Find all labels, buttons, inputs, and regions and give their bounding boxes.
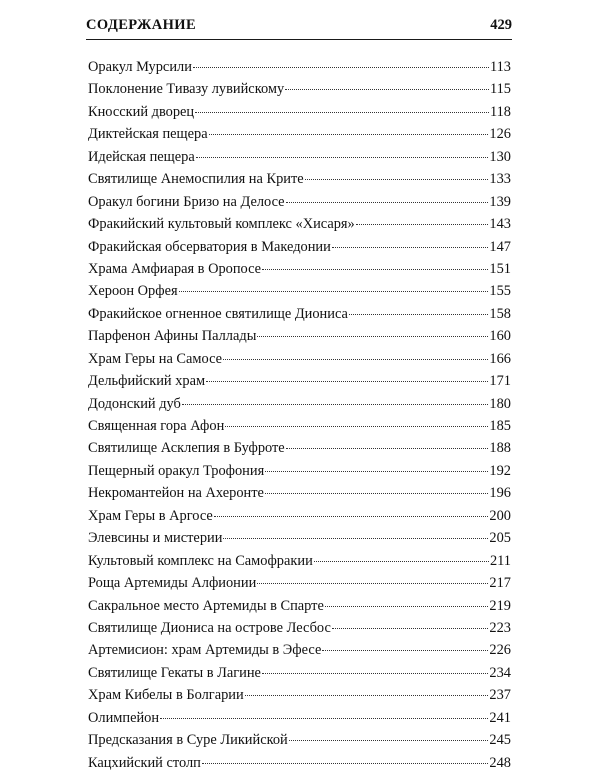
toc-entry (88, 303, 511, 325)
toc-entry-page: 226 (489, 642, 511, 659)
dot-leader (286, 201, 489, 203)
toc-entry-title: Артемисион: храм Артемиды в Эфесе (88, 642, 322, 659)
toc-entry-page: 143 (489, 216, 511, 233)
toc-entry-title: Элевсины и мистерии (88, 530, 223, 547)
toc-entry-page: 151 (489, 260, 511, 277)
dot-leader (223, 358, 488, 360)
toc-entry (88, 191, 511, 213)
toc-entry-page: 166 (489, 350, 511, 367)
toc-entry-page: 192 (489, 462, 511, 479)
toc-entry (88, 146, 511, 168)
dot-leader (206, 380, 488, 382)
dot-leader (285, 88, 489, 90)
dot-leader (356, 223, 489, 225)
header-page-number: 429 (490, 17, 512, 33)
dot-leader (182, 403, 489, 405)
toc-entry-page: 219 (489, 597, 511, 614)
header-title: СОДЕРЖАНИЕ (86, 17, 197, 33)
toc-entry-title: Святилище Диониса на острове Лесбос (88, 619, 331, 636)
toc-entry-page: 126 (489, 126, 511, 143)
toc-entry-title: Идейская пещера (88, 148, 195, 165)
toc-entry-page: 237 (489, 687, 511, 704)
toc-entry (88, 617, 511, 639)
toc-entry (88, 639, 511, 661)
toc-entry-page: 147 (489, 238, 511, 255)
dot-leader (332, 246, 489, 248)
toc-entry-title: Священная гора Афон (88, 418, 225, 434)
toc-entry-title: Святилище Анемоспилия на Крите (88, 171, 304, 188)
toc-entry-page: 185 (489, 418, 511, 434)
dot-leader (262, 268, 488, 270)
toc-entry-title: Оракул богини Бризо на Делосе (88, 193, 285, 210)
dot-leader (223, 537, 488, 539)
dot-leader (225, 425, 488, 427)
toc-entry (88, 460, 511, 482)
toc-entry (88, 78, 511, 100)
dot-leader (262, 672, 488, 674)
toc-entry-page: 160 (489, 328, 511, 345)
toc-entry-page: 188 (489, 440, 511, 457)
toc-entry-page: 241 (489, 709, 511, 726)
toc-entry-page: 196 (489, 485, 511, 502)
dot-leader (179, 290, 489, 292)
toc-entry-title: Культовый комплекс на Самофракии (88, 552, 313, 569)
toc-entry (88, 707, 511, 729)
toc-entry-page: 217 (489, 575, 511, 592)
toc-entry (88, 595, 511, 617)
dot-leader (289, 739, 489, 741)
toc-entry-page: 234 (489, 664, 511, 681)
toc-entry-title: Храм Геры на Самосе (88, 350, 223, 367)
toc-entry (88, 527, 511, 549)
toc-entry (88, 213, 511, 235)
toc-entry (88, 56, 511, 78)
dot-leader (332, 627, 489, 629)
toc-entry (88, 370, 511, 392)
toc-entry-title: Олимпейон (88, 709, 160, 726)
toc-entry (88, 123, 511, 145)
toc-entry (88, 505, 511, 527)
toc-entry-page: 118 (489, 103, 511, 120)
table-of-contents (88, 56, 511, 774)
toc-entry (88, 348, 511, 370)
toc-entry-page: 248 (489, 754, 511, 771)
toc-entry-title: Некромантейон на Ахеронте (88, 485, 264, 502)
toc-entry-page: 171 (489, 373, 511, 390)
toc-entry-page: 245 (489, 732, 511, 749)
dot-leader (314, 560, 489, 562)
toc-entry (88, 572, 511, 594)
dot-leader (257, 582, 488, 584)
toc-entry-page: 130 (489, 148, 511, 165)
toc-entry-title: Диктейская пещера (88, 126, 208, 143)
toc-entry (88, 415, 511, 437)
toc-entry (88, 393, 511, 415)
dot-leader (202, 762, 489, 764)
toc-entry-title: Сакральное место Артемиды в Спарте (88, 597, 324, 614)
toc-entry-title: Хероон Орфея (88, 283, 178, 300)
toc-entry (88, 280, 511, 302)
dot-leader (245, 694, 489, 696)
toc-entry (88, 482, 511, 504)
toc-entry-page: 158 (489, 305, 511, 322)
dot-leader (193, 66, 489, 68)
toc-entry-page: 115 (489, 81, 511, 98)
toc-entry-page: 155 (489, 283, 511, 300)
toc-entry-title: Святилище Гекаты в Лагине (88, 664, 261, 681)
toc-entry-page: 205 (489, 530, 511, 547)
toc-entry-title: Парфенон Афины Паллады (88, 328, 257, 345)
dot-leader (265, 492, 488, 494)
dot-leader (195, 111, 489, 113)
dot-leader (257, 335, 488, 337)
toc-entry-title: Дельфийский храм (88, 373, 206, 390)
toc-entry-title: Кацхийский столп (88, 754, 201, 771)
toc-entry (88, 168, 511, 190)
dot-leader (214, 515, 489, 517)
dot-leader (196, 156, 489, 158)
toc-entry (88, 684, 511, 706)
toc-entry (88, 437, 511, 459)
toc-entry-title: Храм Кибелы в Болгарии (88, 687, 244, 704)
toc-entry-title: Роща Артемиды Алфионии (88, 575, 257, 592)
toc-entry-page: 211 (489, 552, 511, 569)
dot-leader (349, 313, 488, 315)
toc-entry (88, 101, 511, 123)
toc-entry-page: 223 (489, 619, 511, 636)
toc-entry-title: Предсказания в Суре Ликийской (88, 732, 288, 749)
toc-entry-title: Поклонение Тивазу лувийскому (88, 81, 285, 98)
toc-entry-title: Храм Геры в Аргосе (88, 507, 213, 524)
toc-entry-page: 139 (489, 193, 511, 210)
toc-entry-title: Фракийская обсерватория в Македонии (88, 238, 331, 255)
toc-entry (88, 662, 511, 684)
dot-leader (305, 178, 489, 180)
toc-entry-title: Додонский дуб (88, 395, 181, 412)
dot-leader (160, 717, 488, 719)
toc-entry-title: Пещерный оракул Трофония (88, 462, 265, 479)
dot-leader (209, 133, 489, 135)
running-header (86, 17, 512, 40)
toc-entry-title: Фракийский культовый комплекс «Хисаря» (88, 216, 355, 233)
toc-entry (88, 258, 511, 280)
toc-entry-page: 200 (489, 507, 511, 524)
toc-entry-title: Оракул Мурсили (88, 59, 192, 75)
toc-entry-page: 180 (489, 395, 511, 412)
toc-entry-page: 113 (489, 59, 511, 75)
dot-leader (322, 649, 488, 651)
dot-leader (265, 470, 488, 472)
toc-entry (88, 752, 511, 774)
toc-entry (88, 325, 511, 347)
dot-leader (286, 447, 489, 449)
toc-entry (88, 729, 511, 751)
toc-entry (88, 236, 511, 258)
toc-entry-title: Фракийское огненное святилище Диониса (88, 305, 348, 322)
toc-entry-page: 133 (489, 171, 511, 188)
dot-leader (325, 605, 489, 607)
toc-entry-title: Святилище Асклепия в Буфроте (88, 440, 285, 457)
toc-entry (88, 550, 511, 572)
toc-entry-title: Кносский дворец (88, 103, 195, 120)
toc-entry-title: Храма Амфиарая в Оропосе (88, 260, 262, 277)
